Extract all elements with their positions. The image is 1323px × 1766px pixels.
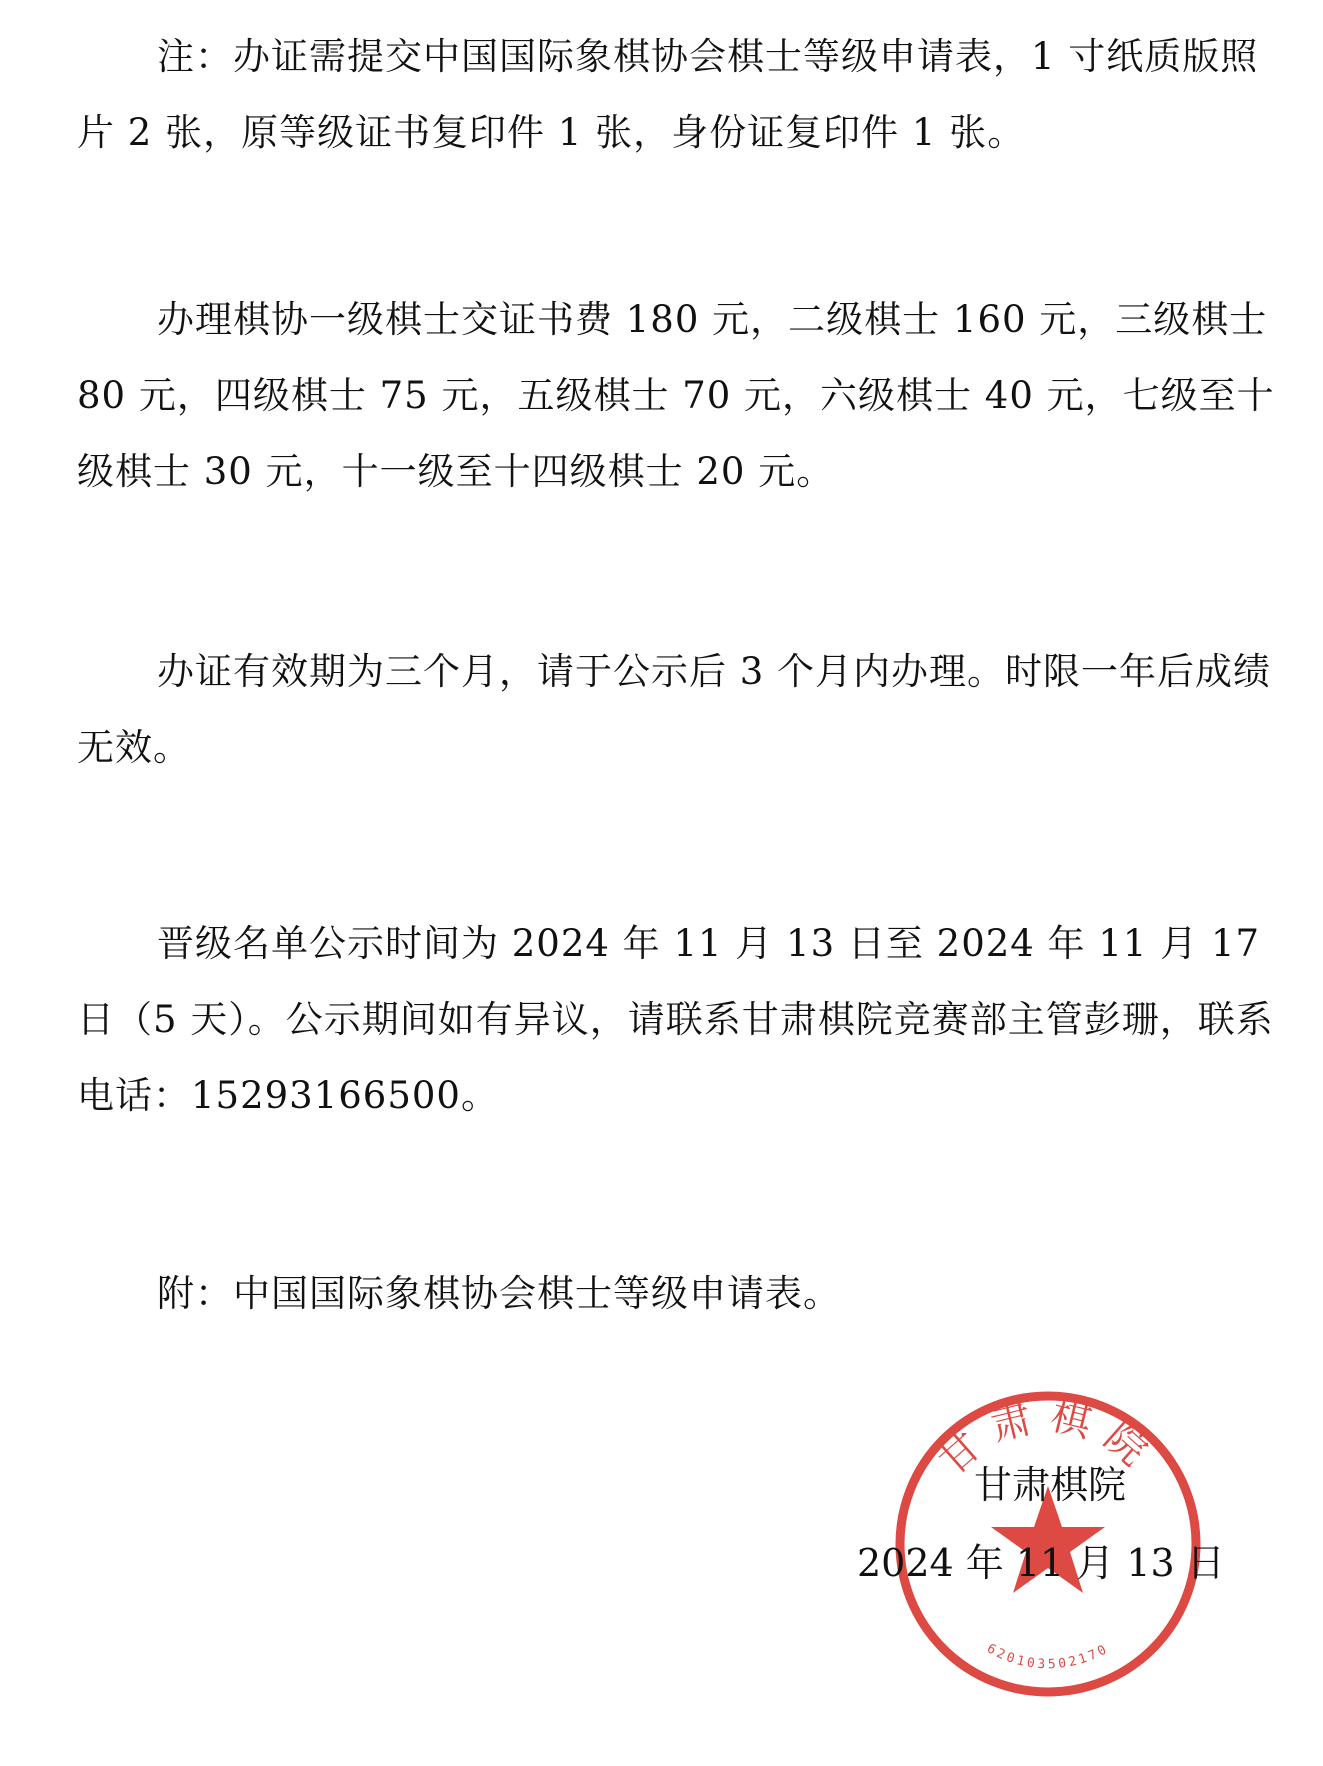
note-paragraph: 注：办证需提交中国国际象棋协会棋士等级申请表，1 寸纸质版照片 2 张，原等级证书复印件 1 张，身份证复印件 1 张。: [77, 35, 1259, 154]
publicity-paragraph: 晋级名单公示时间为 2024 年 11 月 13 日至 2024 年 11 月 17 日（5 天）。公示期间如有异议，请联系甘肃棋院竞赛部主管彭珊，联系电话：15293166500。: [77, 922, 1274, 1117]
seal-text: 甘肃棋院: [929, 1392, 1167, 1485]
seal-number: 620103502170: [984, 1641, 1112, 1673]
signature-date: 2024 年 11 月 13 日: [857, 1541, 1225, 1585]
svg-text:620103502170: [984, 1641, 1112, 1672]
validity-paragraph: 办证有效期为三个月，请于公示后 3 个月内办理。时限一年后成绩无效。: [77, 650, 1272, 769]
fees-paragraph: 办理棋协一级棋士交证书费 180 元，二级棋士 160 元，三级棋士 80 元，四级棋士 75 元，五级棋士 70 元，六级棋士 40 元，七级至十级棋士 30 元，十一级至十四级棋士 20 元。: [77, 298, 1275, 493]
signature-organization: 甘肃棋院: [973, 1463, 1126, 1507]
attachment-paragraph: 附：中国国际象棋协会棋士等级申请表。: [157, 1272, 841, 1315]
